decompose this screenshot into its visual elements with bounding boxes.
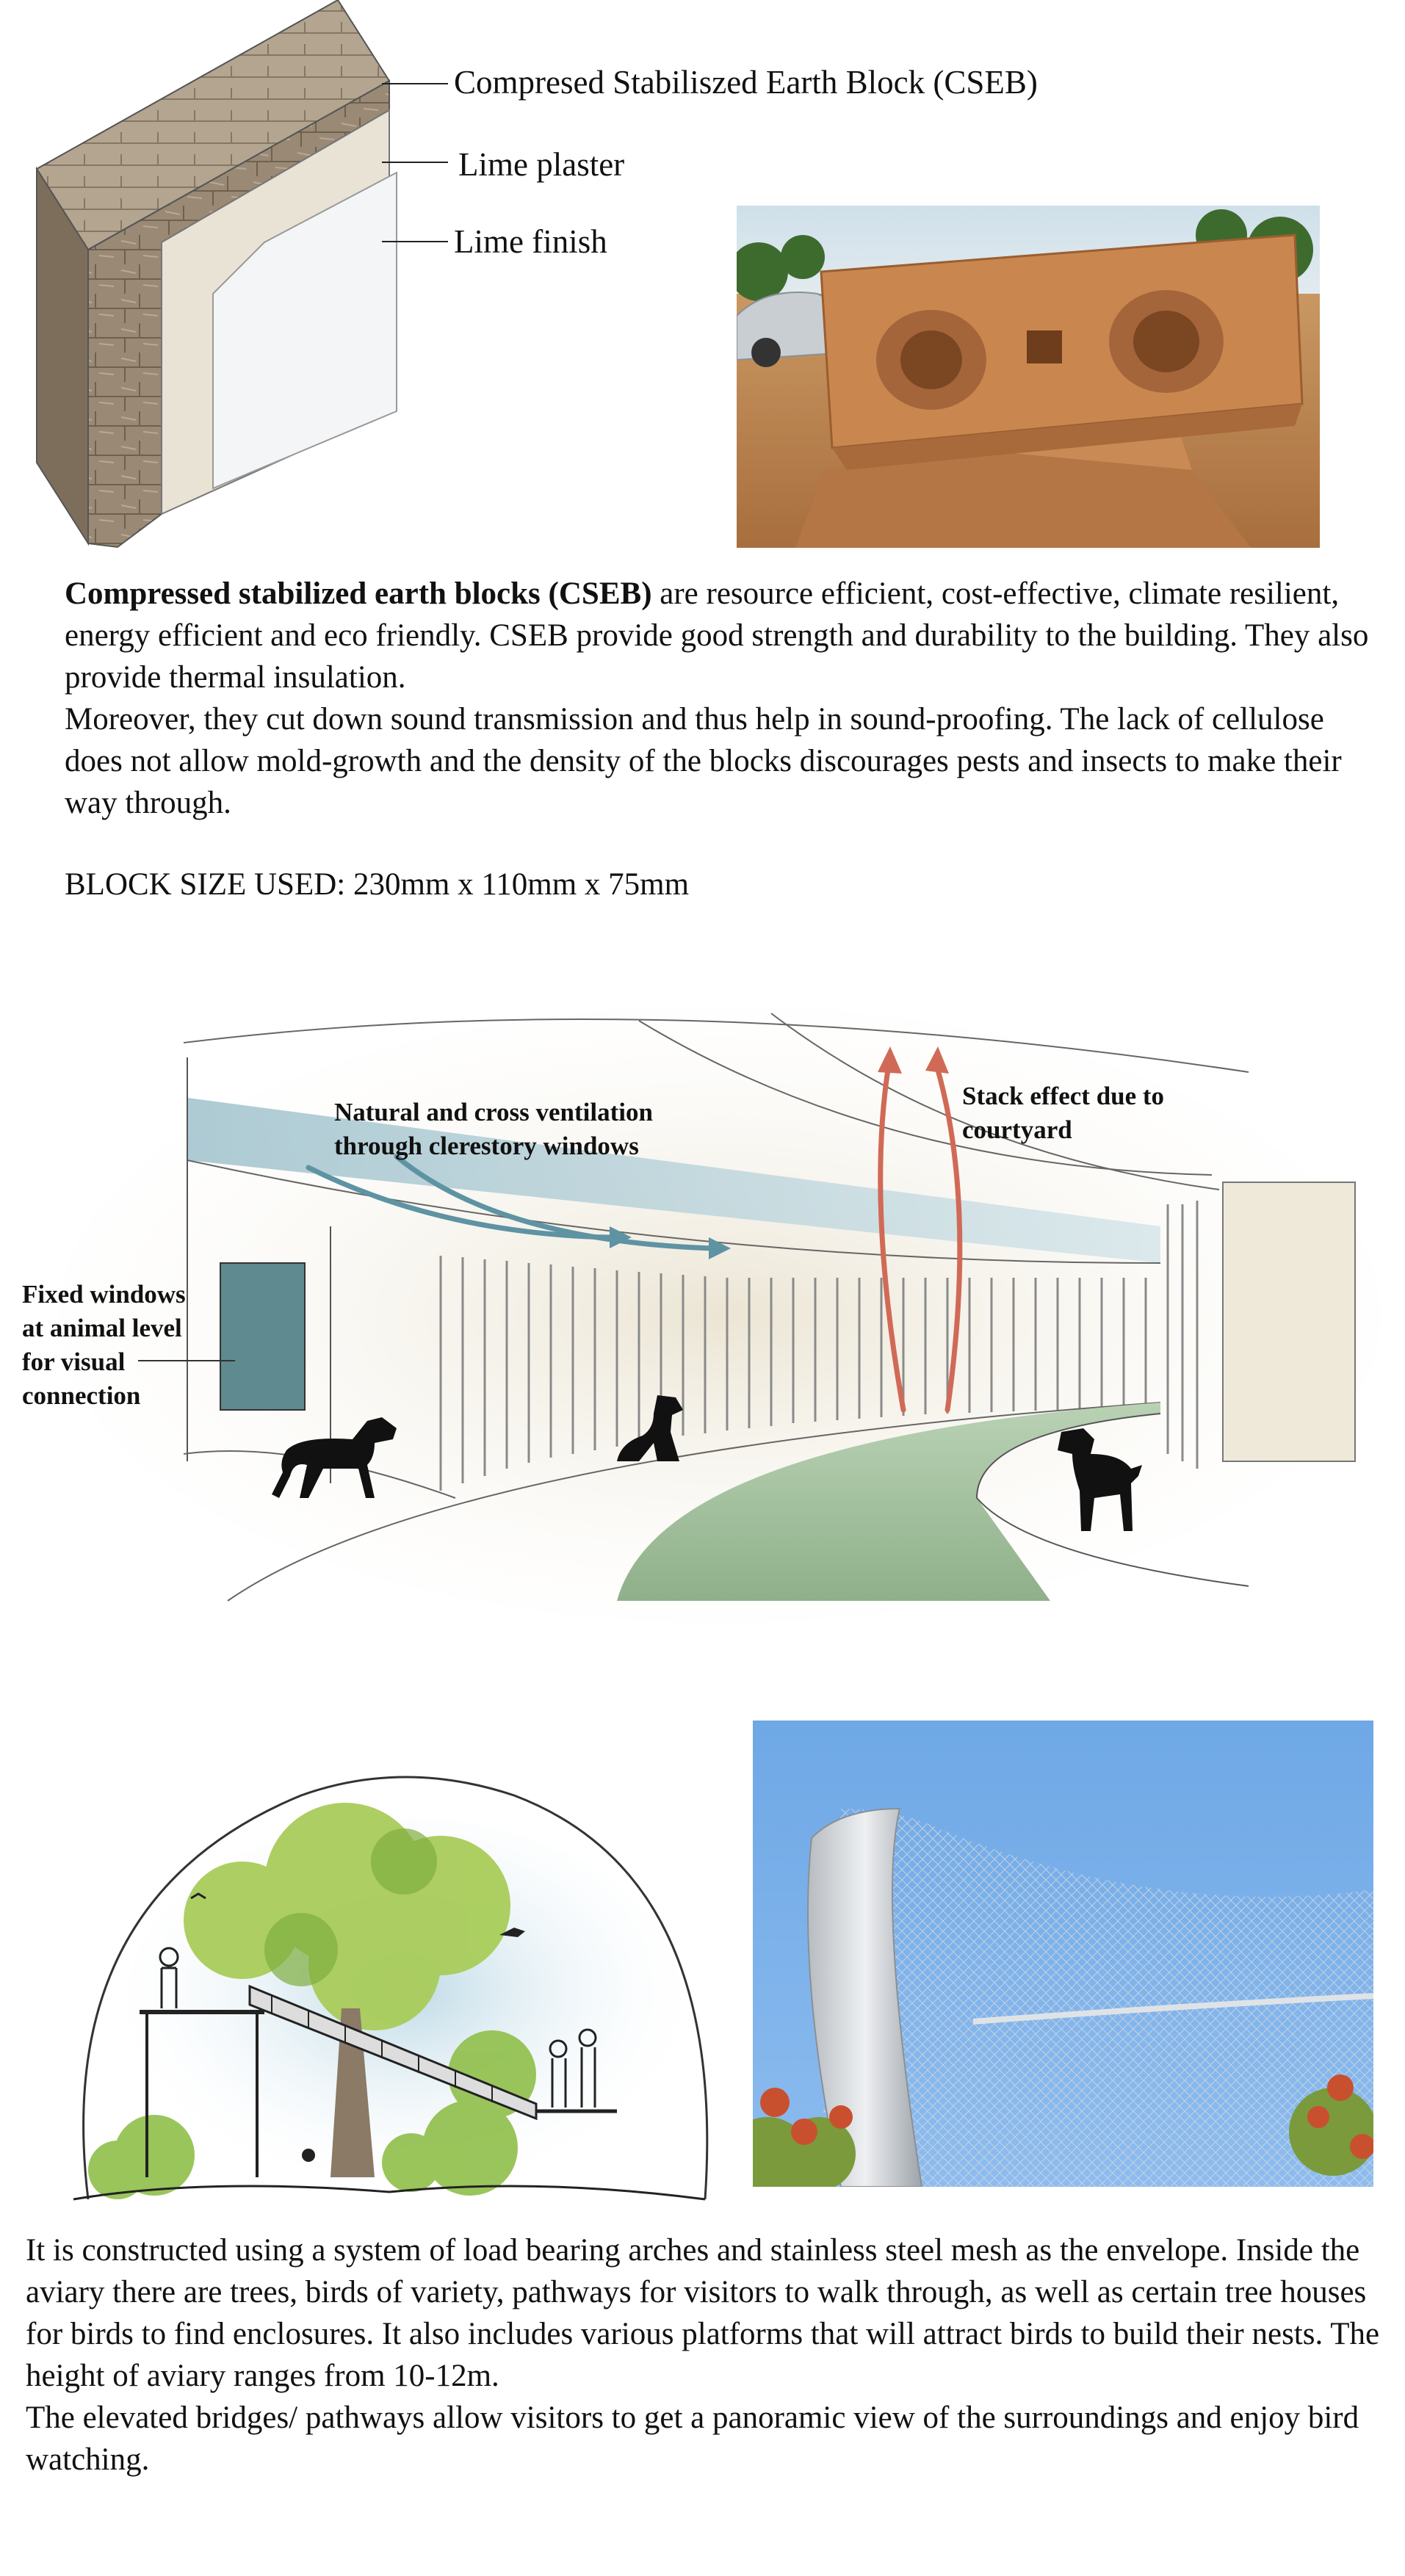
cseb-paragraph-1 [65, 573, 1372, 698]
label-fixed-windows: Fixed windows at animal level for visual connection [22, 1280, 186, 1410]
cseb-description [65, 573, 1372, 824]
aviary-description [26, 2229, 1384, 2481]
label-lime-plaster: Lime plaster [458, 146, 625, 183]
cseb-bold-lead: Compressed stabilized earth blocks (CSEB) [65, 576, 652, 611]
cseb-paragraph-2: Moreover, they cut down sound transmission and thus help in sound-proofing. The lack of cellulose does not allow mold-growth and the density of the blocks discourages pests and insects to make their way through. [65, 702, 1342, 820]
label-leader-cseb [382, 83, 448, 84]
aviary-paragraph-1: It is constructed using a system of load bearing arches and stainless steel mesh as the envelope. Inside the aviary there are trees, birds of variety, pathways for visitors to walk through, as well as certain tree houses for birds to find enclosures. It also includes various platforms that will attract birds to build their nests. The height of aviary ranges from 10-12m. [26, 2233, 1380, 2393]
wall-section-drawing [29, 0, 441, 558]
aviary-sketch [59, 1766, 720, 2207]
dog-silhouette-icon [272, 1406, 404, 1502]
brick-photo [737, 206, 1320, 548]
cseb-paragraph-1-rest: are resource efficient, cost-effective, climate resilient, energy efficient and eco friendly. CSEB provide good strength and durability to the building. They also provide thermal insulation. [65, 576, 1369, 695]
dog-silhouette-icon [1050, 1425, 1146, 1535]
label-stack-effect: Stack effect due to courtyard [962, 1082, 1165, 1144]
aviary-mesh-photo [753, 1721, 1373, 2187]
label-lime-finish: Lime finish [454, 223, 607, 260]
aviary-paragraph-2: The elevated bridges/ pathways allow visitors to get a panoramic view of the surroundings and enjoy bird watching. [26, 2400, 1359, 2477]
aviary-sketch [59, 1766, 720, 2207]
corridor-sketch [0, 984, 1405, 1645]
dog-silhouette-icon [613, 1392, 694, 1465]
wall-section-icon [29, 0, 441, 558]
aviary-mesh-photo [753, 1721, 1373, 2187]
block-size: BLOCK SIZE USED: 230mm x 110mm x 75mm [65, 867, 690, 902]
label-ventilation: Natural and cross ventilation through clerestory windows [334, 1098, 653, 1160]
cseb-brick-photo [737, 206, 1320, 548]
label-leader-lime-plaster [382, 162, 448, 163]
label-cseb: Compresed Stabiliszed Earth Block (CSEB) [454, 64, 1038, 101]
label-leader-lime-finish [382, 241, 448, 242]
